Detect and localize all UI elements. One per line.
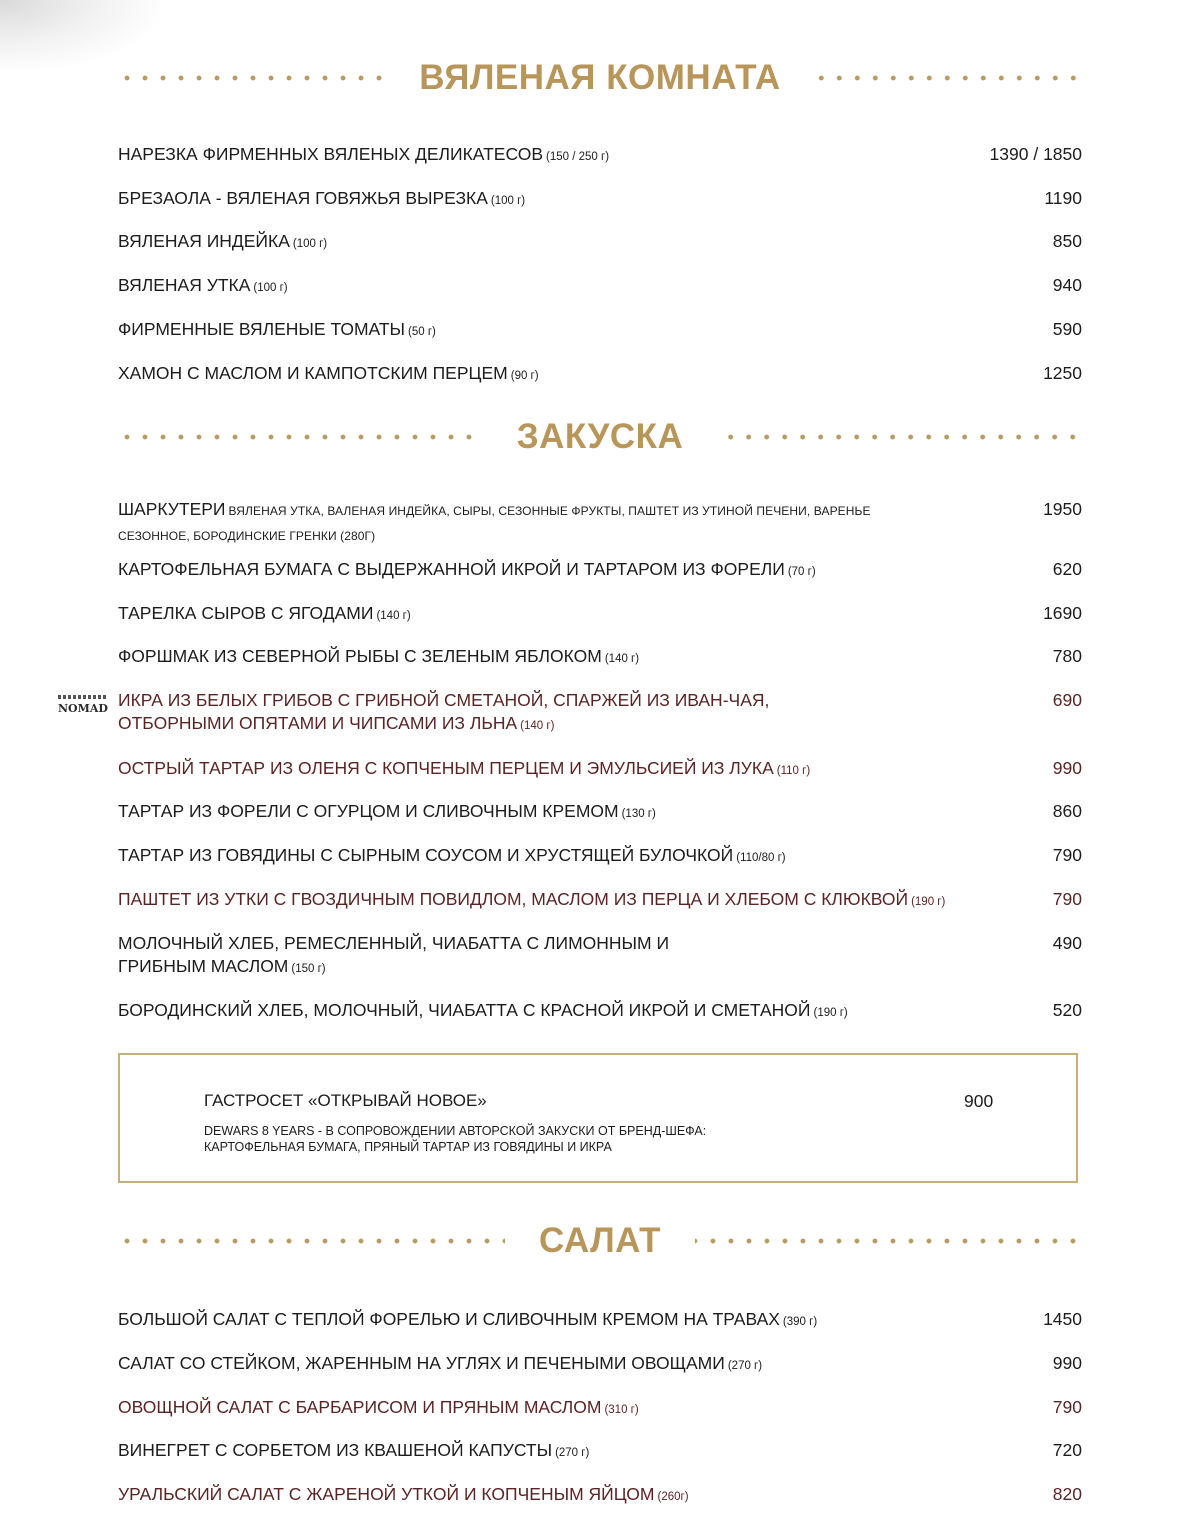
- item-price: 1450: [1043, 1309, 1082, 1329]
- item-price: 940: [1052, 275, 1082, 295]
- item-weight: (90 г): [510, 370, 539, 382]
- item-name: ТАРТАР ИЗ ФОРЕЛИ С ОГУРЦОМ И СЛИВОЧНЫМ КРЕМОМ: [118, 801, 619, 821]
- item-price: 860: [1052, 801, 1082, 821]
- item-price: 820: [1052, 1484, 1082, 1504]
- item-price: 1950: [1043, 499, 1082, 519]
- item-weight: (190 г): [911, 896, 946, 908]
- menu-item: [118, 362, 1082, 388]
- item-price: 790: [1052, 1397, 1082, 1417]
- menu-item-highlighted: [118, 1483, 1082, 1509]
- item-name: МОЛОЧНЫЙ ХЛЕБ, РЕМЕСЛЕННЫЙ, ЧИАБАТТА С ЛИМОННЫМ И ГРИБНЫМ МАСЛОМ: [118, 933, 670, 976]
- section-title: ЗАКУСКА: [516, 417, 684, 456]
- menu-item: [118, 800, 1082, 826]
- item-name: ТАРЕЛКА СЫРОВ С ЯГОДАМИ: [118, 603, 374, 623]
- item-name: КАРТОФЕЛЬНАЯ БУМАГА С ВЫДЕРЖАННОЙ ИКРОЙ И ТАРТАРОМ ИЗ ФОРЕЛИ: [118, 559, 785, 579]
- logo-text: NOMAD: [58, 702, 108, 715]
- nomad-logo: [58, 695, 110, 721]
- item-name: ВЯЛЕНАЯ ИНДЕЙКА: [118, 231, 290, 251]
- item-name: БОРОДИНСКИЙ ХЛЕБ, МОЛОЧНЫЙ, ЧИАБАТТА С КРАСНОЙ ИКРОЙ И СМЕТАНОЙ: [118, 1000, 811, 1020]
- item-weight: (270 г): [727, 1360, 763, 1372]
- section-header-salad: [118, 1216, 1082, 1266]
- dot-divider: [695, 1238, 1082, 1244]
- item-weight: (130 г): [621, 808, 656, 820]
- menu-item: [118, 1308, 1082, 1334]
- item-weight: (70 г): [787, 566, 816, 578]
- item-price: 1390 / 1850: [989, 144, 1082, 164]
- gastroset-price: 900: [964, 1091, 994, 1111]
- item-price: 1690: [1043, 603, 1082, 623]
- dot-divider: [717, 434, 1082, 440]
- dot-divider: [118, 75, 385, 81]
- menu-item: [118, 230, 1082, 256]
- item-name: ПАШТЕТ ИЗ УТКИ С ГВОЗДИЧНЫМ ПОВИДЛОМ, МАСЛОМ ИЗ ПЕРЦА И ХЛЕБОМ С КЛЮКВОЙ: [118, 889, 909, 909]
- item-name: ИКРА ИЗ БЕЛЫХ ГРИБОВ С ГРИБНОЙ СМЕТАНОЙ, СПАРЖЕЙ ИЗ ИВАН-ЧАЯ, ОТБОРНЫМИ ОПЯТАМИ И ЧИПСАМИ ИЗ ЛЬНА: [118, 690, 770, 733]
- item-name: ВЯЛЕНАЯ УТКА: [118, 275, 251, 295]
- item-weight: (140 г): [376, 610, 411, 622]
- item-name: ТАРТАР ИЗ ГОВЯДИНЫ С СЫРНЫМ СОУСОМ И ХРУСТЯЩЕЙ БУЛОЧКОЙ: [118, 845, 734, 865]
- item-price: 690: [1052, 690, 1082, 710]
- dot-divider: [815, 75, 1082, 81]
- item-weight: (50 г): [408, 326, 436, 338]
- menu-item: [118, 318, 1082, 344]
- section-header-dried-room: [118, 53, 1082, 103]
- section-title: ВЯЛЕНАЯ КОМНАТА: [419, 58, 781, 97]
- item-price: 1190: [1044, 188, 1082, 208]
- menu-item: [118, 602, 1082, 628]
- item-price: 990: [1052, 1353, 1082, 1373]
- item-name: ОВОЩНОЙ САЛАТ С БАРБАРИСОМ И ПРЯНЫМ МАСЛОМ: [118, 1397, 602, 1417]
- item-weight: (150 / 250 г): [546, 151, 610, 163]
- item-name: ВИНЕГРЕТ С СОРБЕТОМ ИЗ КВАШЕНОЙ КАПУСТЫ: [118, 1440, 553, 1460]
- item-weight: (110 г): [776, 765, 811, 777]
- item-name: БРЕЗАОЛА - ВЯЛЕНАЯ ГОВЯЖЬЯ ВЫРЕЗКА: [118, 188, 488, 208]
- item-price: 490: [1052, 933, 1082, 953]
- item-name: ФИРМЕННЫЕ ВЯЛЕНЫЕ ТОМАТЫ: [118, 319, 406, 339]
- menu-item-highlighted: [118, 1396, 1082, 1422]
- menu-item: [118, 645, 1082, 671]
- item-weight: (150 г): [291, 963, 326, 975]
- item-price: 590: [1052, 319, 1082, 339]
- item-name: ХАМОН С МАСЛОМ И КАМПОТСКИМ ПЕРЦЕМ: [118, 363, 508, 383]
- item-name: ФОРШМАК ИЗ СЕВЕРНОЙ РЫБЫ С ЗЕЛЕНЫМ ЯБЛОКОМ: [118, 646, 602, 666]
- menu-item: [118, 143, 1082, 169]
- item-weight: (140 г): [520, 720, 555, 732]
- item-weight: (100 г): [292, 238, 328, 250]
- item-price: 990: [1052, 758, 1082, 778]
- gastroset-box: [118, 1053, 1078, 1183]
- item-weight: (100 г): [490, 195, 526, 207]
- item-weight: (310 г): [604, 1404, 639, 1416]
- menu-item: [118, 1352, 1082, 1378]
- menu-item: [118, 498, 1082, 548]
- dot-divider: [118, 434, 483, 440]
- gastroset-title: ГАСТРОСЕТ «ОТКРЫВАЙ НОВОЕ»: [204, 1091, 487, 1110]
- item-price: 520: [1052, 1000, 1082, 1020]
- section-header-appetizer: [118, 412, 1082, 462]
- menu-item-highlighted: [118, 888, 1082, 914]
- item-price: 1250: [1043, 363, 1082, 383]
- menu-item-highlighted: [118, 757, 1082, 783]
- item-price: 720: [1052, 1440, 1082, 1460]
- menu-item: [118, 1439, 1082, 1465]
- item-description: ВЯЛЕНАЯ УТКА, ВАЛЕНАЯ ИНДЕЙКА, СЫРЫ, СЕЗОННЫЕ ФРУКТЫ, ПАШТЕТ ИЗ УТИНОЙ ПЕЧЕНИ, ВАРЕНЬЕ СЕЗОННОЕ, БОРОДИНСКИЕ ГРЕНКИ (280Г): [118, 504, 871, 543]
- item-weight: (190 г): [813, 1007, 848, 1019]
- gastroset-description: DEWARS 8 YEARS - В СОПРОВОЖДЕНИИ АВТОРСКОЙ ЗАКУСКИ ОТ БРЕНД-ШЕФА: КАРТОФЕЛЬНАЯ БУМАГА, ПРЯНЫЙ ТАРТАР ИЗ ГОВЯДИНЫ И ИКРА: [204, 1124, 707, 1154]
- menu-item: [118, 274, 1082, 300]
- menu-item: [118, 187, 1082, 213]
- dot-divider: [118, 1238, 505, 1244]
- item-weight: (110/80 г): [736, 852, 786, 864]
- item-name: НАРЕЗКА ФИРМЕННЫХ ВЯЛЕНЫХ ДЕЛИКАТЕСОВ: [118, 144, 544, 164]
- section-title: САЛАТ: [538, 1221, 662, 1260]
- item-name: ОСТРЫЙ ТАРТАР ИЗ ОЛЕНЯ С КОПЧЕНЫМ ПЕРЦЕМ И ЭМУЛЬСИЕЙ ИЗ ЛУКА: [118, 758, 774, 778]
- item-name: БОЛЬШОЙ САЛАТ С ТЕПЛОЙ ФОРЕЛЬЮ И СЛИВОЧНЫМ КРЕМОМ НА ТРАВАХ: [118, 1309, 780, 1329]
- item-price: 790: [1052, 889, 1082, 909]
- item-price: 780: [1052, 646, 1082, 666]
- item-price: 850: [1052, 231, 1082, 251]
- menu-item: [118, 844, 1082, 870]
- item-price: 790: [1052, 845, 1082, 865]
- menu-item: [118, 932, 1082, 981]
- menu-item-highlighted: [118, 689, 1082, 738]
- menu-item: [118, 558, 1082, 584]
- item-weight: (100 г): [253, 282, 288, 294]
- item-name: УРАЛЬСКИЙ САЛАТ С ЖАРЕНОЙ УТКОЙ И КОПЧЕНЫМ ЯЙЦОМ: [118, 1484, 655, 1504]
- menu-item: [118, 999, 1082, 1025]
- item-name: ШАРКУТЕРИ: [118, 499, 226, 519]
- item-weight: (260г): [657, 1491, 689, 1503]
- item-weight: (390 г): [782, 1316, 818, 1328]
- item-weight: (140 г): [604, 653, 640, 665]
- logo-bar: [58, 695, 106, 699]
- item-weight: (270 г): [555, 1447, 590, 1459]
- item-price: 620: [1052, 559, 1082, 579]
- item-name: САЛАТ СО СТЕЙКОМ, ЖАРЕННЫМ НА УГЛЯХ И ПЕЧЕНЫМИ ОВОЩАМИ: [118, 1353, 725, 1373]
